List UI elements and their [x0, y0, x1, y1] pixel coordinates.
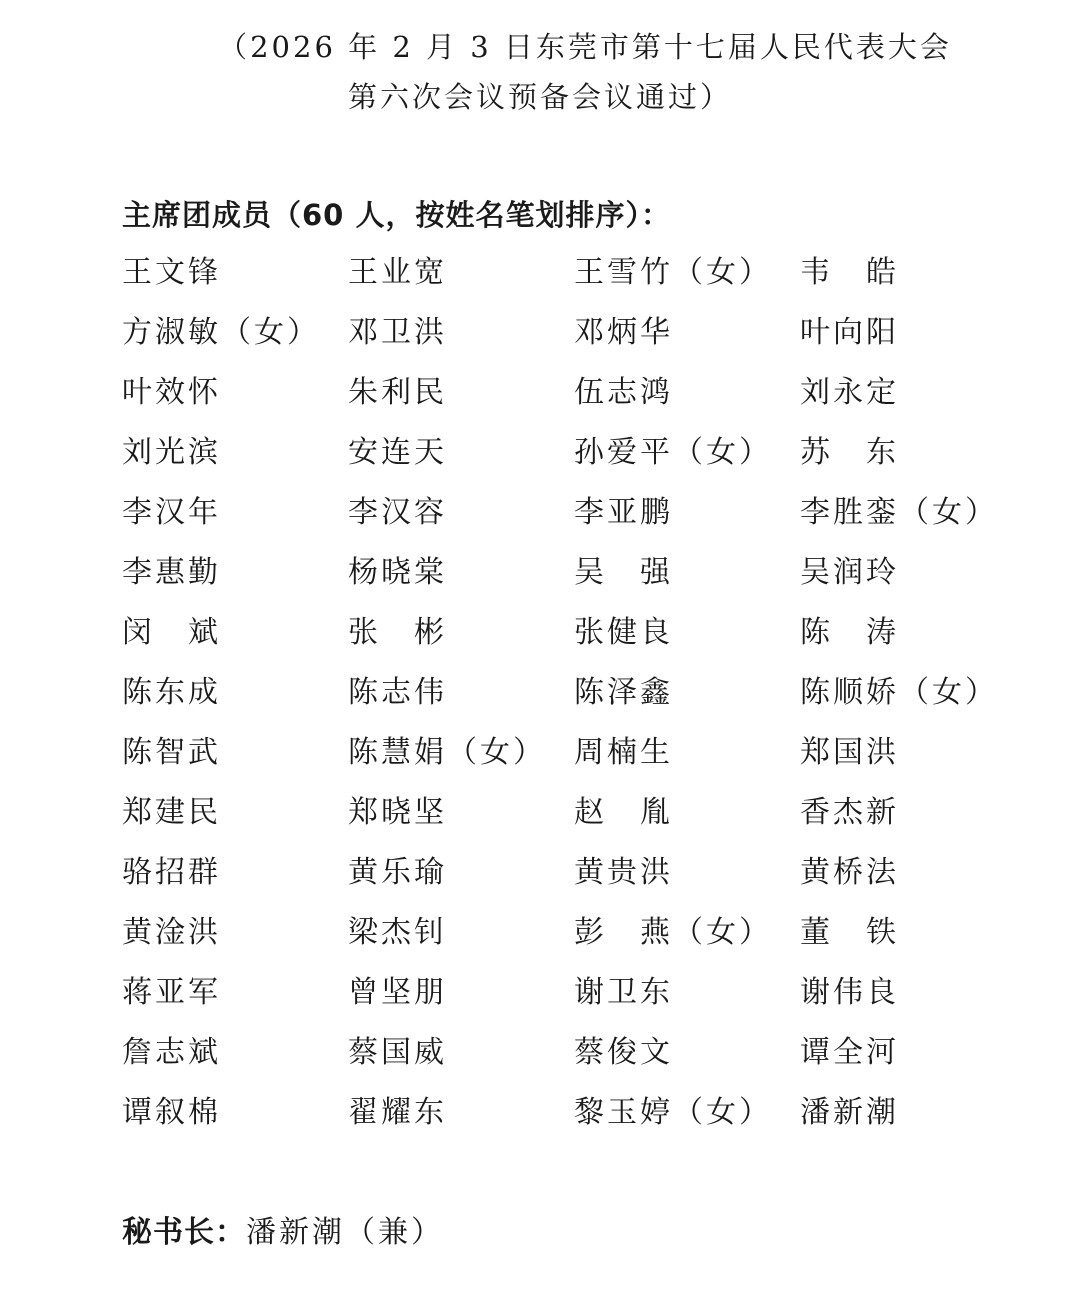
member-name: 周楠生: [574, 735, 673, 770]
member-name: 陈志伟: [348, 675, 447, 710]
member-name: 董 铁: [800, 915, 899, 950]
member-name: 韦 皓: [800, 255, 899, 290]
member-name: 蔡国威: [348, 1035, 447, 1070]
presidium-member-list: [122, 245, 1022, 1145]
member-name: 刘光滨: [122, 435, 221, 470]
member-name: 陈东成: [122, 675, 221, 710]
member-name: 赵 胤: [574, 795, 673, 830]
member-name: 李汉年: [122, 495, 221, 530]
member-name: 谢卫东: [574, 975, 673, 1010]
member-name: 吴 强: [574, 555, 673, 590]
member-name: 陈泽鑫: [574, 675, 673, 710]
member-name: 谢伟良: [800, 975, 899, 1010]
member-name: 谭叙棉: [122, 1095, 221, 1130]
member-name: 叶向阳: [800, 315, 899, 350]
member-name: 黄贵洪: [574, 855, 673, 890]
member-name: 苏 东: [800, 435, 899, 470]
member-name: 张 彬: [348, 615, 447, 650]
member-name: 叶效怀: [122, 375, 221, 410]
member-name: 李胜銮（女）: [800, 495, 998, 530]
secretary-general-label: 秘书长：: [122, 1215, 246, 1250]
member-name: 王业宽: [348, 255, 447, 290]
member-name: 骆招群: [122, 855, 221, 890]
member-name: 刘永定: [800, 375, 899, 410]
member-name: 蔡俊文: [574, 1035, 673, 1070]
member-name: 郑晓坚: [348, 795, 447, 830]
document-header: [0, 22, 1080, 122]
member-name: 梁杰钊: [348, 915, 447, 950]
member-name: 陈 涛: [800, 615, 899, 650]
member-name: 孙爱平（女）: [574, 435, 772, 470]
presidium-title: 主席团成员（60 人，按姓名笔划排序）：: [122, 198, 671, 232]
member-name: 彭 燕（女）: [574, 915, 772, 950]
header-line-2: 第六次会议预备会议通过）: [347, 80, 732, 114]
member-name: 王雪竹（女）: [574, 255, 772, 290]
member-name: 邓卫洪: [348, 315, 447, 350]
member-name: 詹志斌: [122, 1035, 221, 1070]
member-name: 黄桥法: [800, 855, 899, 890]
member-name: 朱利民: [348, 375, 447, 410]
member-name: 李亚鹏: [574, 495, 673, 530]
member-name: 曾坚朋: [348, 975, 447, 1010]
member-name: 潘新潮: [800, 1095, 899, 1130]
member-name: 翟耀东: [348, 1095, 447, 1130]
member-name: 李汉容: [348, 495, 447, 530]
member-name: 谭全河: [800, 1035, 899, 1070]
member-name: 伍志鸿: [574, 375, 673, 410]
member-name: 闵 斌: [122, 615, 221, 650]
member-name: 郑国洪: [800, 735, 899, 770]
member-name: 方淑敏（女）: [122, 315, 320, 350]
member-name: 陈顺娇（女）: [800, 675, 998, 710]
secretary-general-name: 潘新潮（兼）: [246, 1215, 444, 1250]
member-name: 郑建民: [122, 795, 221, 830]
member-name: 陈慧娟（女）: [348, 735, 546, 770]
member-name: 王文锋: [122, 255, 221, 290]
member-name: 安连天: [348, 435, 447, 470]
member-name: 黄淦洪: [122, 915, 221, 950]
header-line-1: （2026 年 2 月 3 日东莞市第十七届人民代表大会: [218, 30, 952, 64]
member-name: 蒋亚军: [122, 975, 221, 1010]
member-name: 吴润玲: [800, 555, 899, 590]
member-name: 邓炳华: [574, 315, 673, 350]
member-name: 香杰新: [800, 795, 899, 830]
member-name: 黎玉婷（女）: [574, 1095, 772, 1130]
member-name: 黄乐瑜: [348, 855, 447, 890]
member-name: 张健良: [574, 615, 673, 650]
member-name: 李惠勤: [122, 555, 221, 590]
member-name: 杨晓棠: [348, 555, 447, 590]
member-name: 陈智武: [122, 735, 221, 770]
secretary-general-line: [122, 1205, 444, 1261]
